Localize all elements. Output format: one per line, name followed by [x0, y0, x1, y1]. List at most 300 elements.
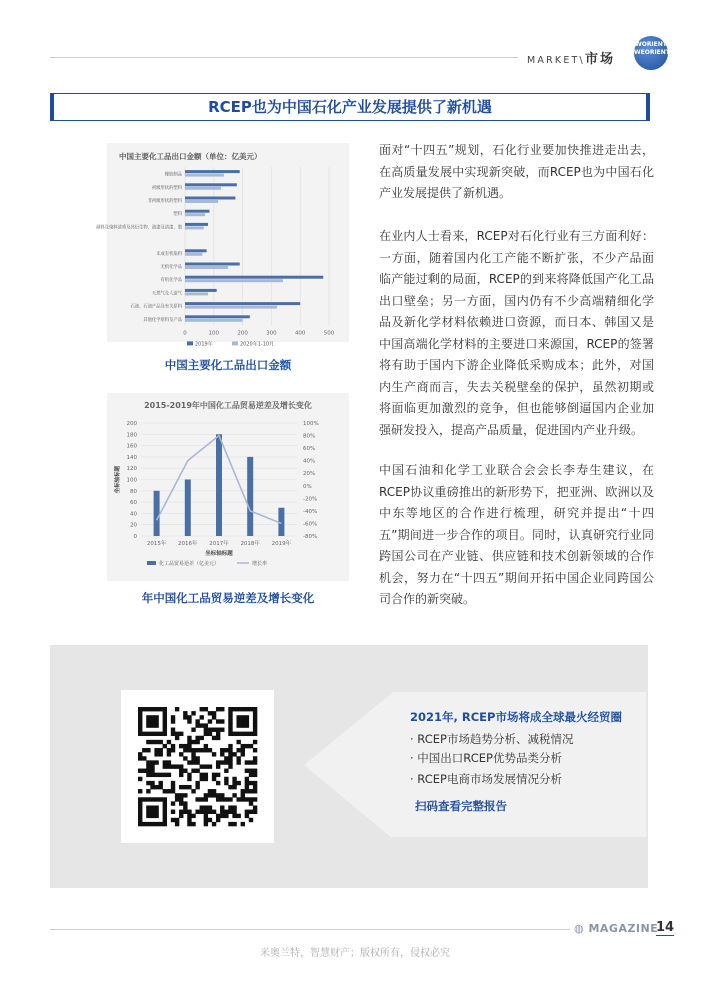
qr-module — [228, 711, 232, 715]
deficit-chart — [107, 393, 349, 581]
qr-module — [179, 752, 183, 756]
qr-module — [208, 732, 212, 736]
qr-module — [228, 752, 232, 756]
qr-module — [216, 797, 220, 801]
qr-module — [204, 810, 208, 814]
chart1-category-label: 石油、石油产品及有关原料 — [130, 304, 182, 310]
qr-module — [175, 764, 179, 768]
qr-module — [167, 752, 171, 756]
qr-module — [236, 756, 240, 760]
qr-module — [138, 801, 142, 805]
chart1-legend-swatch — [232, 341, 238, 345]
qr-module — [179, 814, 183, 818]
chart1-category-label: 未成有机染料 — [156, 251, 182, 257]
chart2-y-tick-right: 40% — [303, 458, 316, 465]
qr-module — [204, 793, 208, 797]
qr-module — [204, 732, 208, 736]
qr-module — [208, 793, 212, 797]
chart2-legend-swatch-bar — [147, 561, 156, 565]
qr-module — [154, 785, 158, 789]
qr-module — [224, 810, 228, 814]
qr-module — [187, 773, 191, 777]
qr-module — [212, 728, 216, 732]
scan-report-cta[interactable]: 扫码查看完整报告 — [415, 799, 507, 813]
qr-module — [163, 707, 167, 711]
qr-module — [171, 785, 175, 789]
qr-module — [159, 748, 163, 752]
qr-module — [216, 728, 220, 732]
qr-module — [220, 748, 224, 752]
qr-module — [208, 764, 212, 768]
chart2-y-tick-left: 140 — [126, 454, 137, 461]
qr-module — [241, 732, 245, 736]
chart2-bar — [185, 480, 191, 537]
qr-module — [187, 785, 191, 789]
qr-module — [253, 711, 257, 715]
qr-module — [232, 814, 236, 818]
qr-module — [187, 814, 191, 818]
qr-module — [179, 801, 183, 805]
deficit-chart-frame — [107, 393, 349, 581]
qr-module — [146, 781, 150, 785]
chart1-bar — [185, 302, 300, 305]
page-number: 14 — [656, 920, 675, 935]
qr-module — [159, 785, 163, 789]
qr-module — [241, 707, 245, 711]
export-chart-caption: 中国主要化工品出口金额 — [164, 358, 292, 372]
qr-module — [241, 723, 245, 727]
qr-module — [146, 769, 150, 773]
copyright-notice: 米奥兰特，智慧财产；版权所有，侵权必究 — [260, 948, 450, 959]
chart1-bar — [185, 210, 209, 213]
chart1-bar — [185, 289, 217, 292]
qr-module — [138, 715, 142, 719]
qr-module — [163, 789, 167, 793]
chart1-bar — [185, 200, 218, 203]
qr-module — [183, 756, 187, 760]
chart1-x-tick: 500 — [323, 330, 335, 337]
qr-module — [204, 818, 208, 822]
qr-module — [150, 785, 154, 789]
qr-module — [200, 777, 204, 781]
qr-module — [150, 707, 154, 711]
qr-module — [146, 773, 150, 777]
qr-module — [142, 748, 146, 752]
chart1-bar — [185, 266, 228, 269]
chart1-category-label: 塑料 — [173, 212, 182, 218]
qr-module — [204, 764, 208, 768]
chart2-x-axis-title: 坐标轴标题 — [205, 551, 233, 557]
qr-module — [175, 732, 179, 736]
chart2-y-tick-right: 0% — [303, 483, 312, 490]
qr-module — [142, 732, 146, 736]
qr-module — [216, 732, 220, 736]
chart2-bar — [247, 457, 253, 536]
promo-title: 2021年, RCEP市场将成全球最火经贸圈 — [410, 710, 622, 724]
qr-module — [245, 785, 249, 789]
qr-module — [171, 748, 175, 752]
qr-module — [154, 822, 158, 826]
qr-module — [154, 797, 158, 801]
qr-module — [245, 797, 249, 801]
qr-module — [212, 777, 216, 781]
qr-module — [138, 797, 142, 801]
qr-module — [249, 769, 253, 773]
qr-module — [179, 732, 183, 736]
qr-module — [204, 805, 208, 809]
qr-module — [146, 719, 150, 723]
brand-logo — [634, 36, 668, 70]
chart1-bar — [185, 249, 207, 252]
qr-module — [150, 740, 154, 744]
chart2-title: 2015-2019年中国化工品贸易逆差及增长变化 — [144, 401, 312, 410]
qr-module — [249, 789, 253, 793]
qr-module — [204, 723, 208, 727]
promo-item-3: · RCEP电商市场发展情况分析 — [410, 772, 562, 786]
qr-module — [200, 764, 204, 768]
qr-module — [191, 789, 195, 793]
chart1-category-label: 非初级形状的塑料 — [147, 199, 182, 204]
qr-module — [228, 748, 232, 752]
chart1-category-label: 天然气及人造气 — [151, 291, 182, 297]
chart1-bar — [185, 279, 283, 282]
qr-module — [187, 810, 191, 814]
qr-module — [245, 769, 249, 773]
chart2-y-tick-right: -20% — [303, 496, 318, 503]
qr-module — [171, 781, 175, 785]
chart1-bar — [185, 292, 208, 295]
qr-module — [154, 814, 158, 818]
qr-module — [146, 805, 150, 809]
magazine-label — [574, 922, 658, 935]
qr-module — [212, 773, 216, 777]
qr-module — [154, 707, 158, 711]
qr-module — [220, 760, 224, 764]
qr-module — [154, 740, 158, 744]
qr-module — [154, 810, 158, 814]
qr-module — [220, 805, 224, 809]
chart1-title: 中国主要化工品出口金额（单位：亿美元） — [119, 152, 262, 161]
qr-module — [236, 732, 240, 736]
qr-module — [228, 810, 232, 814]
qr-module — [195, 740, 199, 744]
qr-module — [245, 719, 249, 723]
qr-module — [228, 764, 232, 768]
qr-module — [224, 756, 228, 760]
qr-module — [138, 777, 142, 781]
qr-module — [167, 773, 171, 777]
qr-module — [150, 760, 154, 764]
qr-module — [179, 810, 183, 814]
qr-module — [208, 810, 212, 814]
qr-module — [183, 801, 187, 805]
brand-logo-text: WORIENT WEORIENT — [634, 41, 670, 56]
qr-module — [163, 818, 167, 822]
chart2-y-tick-right: 80% — [303, 433, 316, 440]
qr-module — [216, 760, 220, 764]
chart1-x-tick: 200 — [237, 330, 248, 337]
qr-module — [171, 810, 175, 814]
qr-module — [163, 728, 167, 732]
qr-module — [154, 719, 158, 723]
qr-module — [138, 814, 142, 818]
qr-module — [236, 740, 240, 744]
qr-module — [204, 777, 208, 781]
qr-module — [138, 719, 142, 723]
qr-module — [171, 744, 175, 748]
qr-module — [212, 789, 216, 793]
qr-module — [253, 719, 257, 723]
qr-module — [236, 797, 240, 801]
qr-module — [154, 760, 158, 764]
qr-module — [187, 740, 191, 744]
qr-module — [179, 773, 183, 777]
chart2-y-tick-left: 60 — [130, 500, 137, 507]
qr-module — [212, 711, 216, 715]
qr-module — [187, 736, 191, 740]
qr-module — [241, 744, 245, 748]
qr-module — [236, 719, 240, 723]
qr-module — [195, 797, 199, 801]
qr-module — [146, 814, 150, 818]
qr-module — [241, 789, 245, 793]
qr-module — [224, 797, 228, 801]
qr-module — [245, 715, 249, 719]
export-chart — [96, 143, 349, 348]
qr-module — [232, 805, 236, 809]
qr-module — [216, 793, 220, 797]
qr-module — [228, 785, 232, 789]
qr-module — [159, 781, 163, 785]
qr-module — [142, 797, 146, 801]
qr-module — [212, 752, 216, 756]
chart1-x-tick: 100 — [208, 330, 220, 337]
qr-module — [142, 707, 146, 711]
qr-module — [249, 732, 253, 736]
deficit-chart-caption: 年中国化工品贸易逆差及增长变化 — [141, 591, 315, 605]
qr-module — [220, 810, 224, 814]
qr-module — [228, 723, 232, 727]
qr-module — [200, 736, 204, 740]
chart2-x-tick: 2018年 — [240, 541, 260, 547]
qr-module — [163, 805, 167, 809]
qr-module — [245, 781, 249, 785]
qr-module — [142, 756, 146, 760]
qr-module — [204, 748, 208, 752]
qr-module — [253, 760, 257, 764]
qr-module — [245, 789, 249, 793]
qr-module — [228, 760, 232, 764]
qr-module — [154, 715, 158, 719]
qr-module — [183, 769, 187, 773]
qr-module — [167, 789, 171, 793]
qr-module — [216, 781, 220, 785]
qr-module — [154, 723, 158, 727]
qr-module — [179, 793, 183, 797]
chart1-bar — [185, 315, 250, 318]
qr-module — [154, 748, 158, 752]
qr-module — [220, 728, 224, 732]
qr-module — [224, 760, 228, 764]
chart1-x-tick: 400 — [294, 330, 306, 337]
qr-module — [200, 773, 204, 777]
section-label-en: MARKET — [527, 55, 580, 66]
qr-module — [159, 732, 163, 736]
qr-module — [171, 719, 175, 723]
qr-module — [200, 797, 204, 801]
chart2-y-tick-right: -60% — [303, 521, 318, 528]
chart1-bar — [185, 223, 208, 226]
chart1-bar — [185, 197, 235, 200]
qr-module — [138, 707, 142, 711]
qr-module — [195, 781, 199, 785]
qr-module — [183, 810, 187, 814]
qr-module — [187, 719, 191, 723]
qr-module — [224, 781, 228, 785]
promo-item-1: · RCEP市场趋势分析、减税情况 — [410, 732, 574, 746]
chart2-y-tick-right: -40% — [303, 508, 318, 515]
section-label — [527, 48, 615, 67]
qr-module — [150, 773, 154, 777]
chart1-bar — [185, 276, 323, 279]
qr-module — [249, 810, 253, 814]
qr-module — [236, 723, 240, 727]
qr-module — [212, 810, 216, 814]
qr-module — [146, 748, 150, 752]
qr-module — [150, 732, 154, 736]
chart2-x-tick: 2019年 — [271, 541, 292, 547]
qr-module — [249, 744, 253, 748]
qr-module — [228, 822, 232, 826]
qr-module — [159, 773, 163, 777]
qr-code[interactable] — [138, 707, 257, 826]
qr-module — [200, 805, 204, 809]
qr-module — [200, 748, 204, 752]
chart1-bar — [185, 174, 224, 177]
qr-module — [253, 805, 257, 809]
chart1-legend-label: 2019年 — [195, 341, 213, 348]
qr-module — [171, 732, 175, 736]
chart1-legend-swatch — [187, 341, 193, 345]
qr-module — [191, 728, 195, 732]
qr-module — [138, 789, 142, 793]
chart1-category-label: 其他化学原料及产品 — [143, 317, 182, 323]
qr-module — [208, 789, 212, 793]
globe-icon: ◍ — [574, 922, 585, 935]
chart2-bar — [216, 434, 222, 536]
qr-module — [183, 711, 187, 715]
qr-module — [138, 805, 142, 809]
qr-module — [245, 760, 249, 764]
qr-module — [179, 785, 183, 789]
qr-module — [138, 756, 142, 760]
chart2-y-tick-left: 80 — [130, 488, 137, 495]
qr-module — [228, 744, 232, 748]
qr-module — [253, 707, 257, 711]
qr-module — [138, 818, 142, 822]
qr-module — [191, 740, 195, 744]
qr-module — [142, 822, 146, 826]
qr-module — [224, 748, 228, 752]
qr-module — [138, 752, 142, 756]
qr-module — [220, 793, 224, 797]
qr-module — [208, 728, 212, 732]
qr-module — [163, 732, 167, 736]
qr-module — [245, 723, 249, 727]
qr-module — [183, 715, 187, 719]
qr-module — [224, 769, 228, 773]
qr-module — [212, 736, 216, 740]
qr-module — [249, 773, 253, 777]
qr-module — [171, 764, 175, 768]
qr-module — [159, 740, 163, 744]
qr-module — [228, 719, 232, 723]
qr-module — [249, 818, 253, 822]
chart1-x-tick: 300 — [266, 330, 277, 337]
qr-module — [146, 810, 150, 814]
qr-module — [150, 814, 154, 818]
qr-module — [241, 822, 245, 826]
qr-module — [204, 822, 208, 826]
qr-module — [224, 814, 228, 818]
chart2-y-tick-right: 60% — [303, 446, 316, 453]
qr-module — [245, 777, 249, 781]
qr-module — [253, 732, 257, 736]
qr-module — [195, 785, 199, 789]
chart1-category-label: 颜料及染料清香及其衍生物、油漆及清漆、墨 — [96, 225, 182, 231]
qr-module — [167, 760, 171, 764]
chart2-x-tick: 2016年 — [178, 541, 198, 547]
qr-module — [208, 711, 212, 715]
qr-module — [183, 744, 187, 748]
qr-module — [146, 797, 150, 801]
qr-module — [232, 810, 236, 814]
qr-module — [228, 805, 232, 809]
qr-module — [163, 797, 167, 801]
qr-module — [220, 707, 224, 711]
qr-module — [236, 814, 240, 818]
chart1-bar — [185, 306, 277, 309]
qr-module — [146, 732, 150, 736]
chart2-y-tick-left: 0 — [133, 534, 137, 540]
qr-module — [220, 719, 224, 723]
qr-module — [253, 797, 257, 801]
qr-module — [175, 818, 179, 822]
qr-card[interactable] — [121, 690, 274, 843]
qr-module — [163, 814, 167, 818]
qr-module — [195, 756, 199, 760]
qr-module — [175, 707, 179, 711]
qr-module — [171, 789, 175, 793]
qr-module — [208, 818, 212, 822]
qr-module — [146, 740, 150, 744]
qr-module — [253, 740, 257, 744]
qr-module — [232, 777, 236, 781]
qr-module — [167, 764, 171, 768]
qr-module — [253, 810, 257, 814]
qr-module — [212, 793, 216, 797]
qr-module — [204, 814, 208, 818]
qr-module — [163, 715, 167, 719]
qr-module — [183, 805, 187, 809]
qr-module — [220, 752, 224, 756]
qr-module — [146, 707, 150, 711]
qr-module — [253, 769, 257, 773]
chart2-y-tick-left: 200 — [126, 421, 137, 427]
qr-module — [167, 740, 171, 744]
qr-module — [171, 801, 175, 805]
chart2-x-tick: 2015年 — [146, 541, 167, 547]
